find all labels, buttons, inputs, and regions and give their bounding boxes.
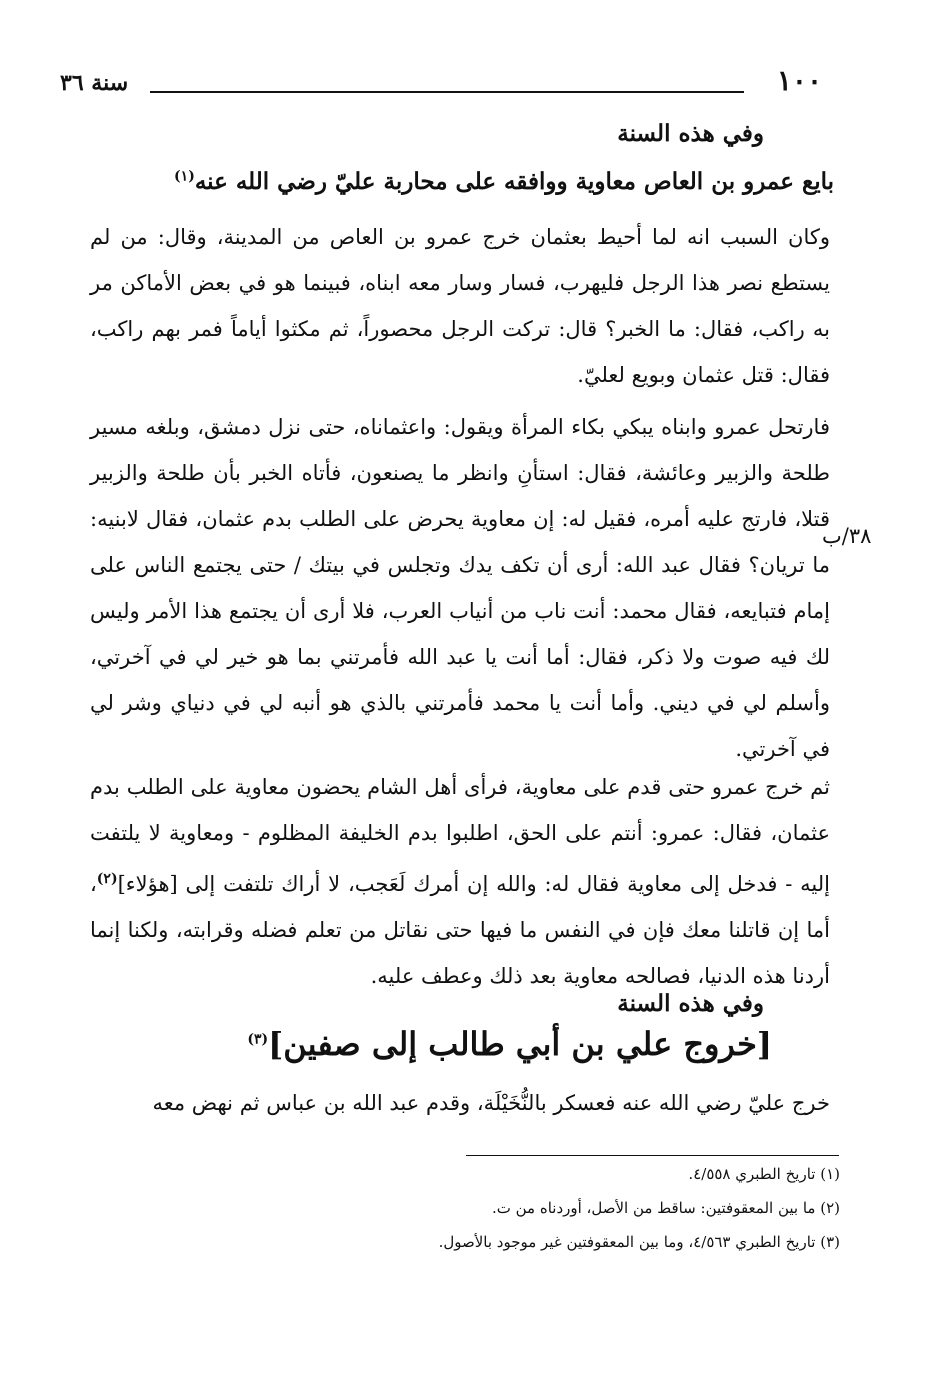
footnote: (٢) ما بين المعقوفتين: ساقط من الأصل، أوردناه من ت. (491, 1199, 840, 1217)
section-title: [خروج علي بن أبي طالب إلى صفين]$^{(٣)}$ (247, 1025, 772, 1063)
footnote-ref: (٣) (247, 1031, 269, 1048)
section-title: بايع عمرو بن العاص معاوية ووافقه على محاربة عليّ رضي الله عنه$^{(١)}$ (174, 168, 834, 195)
manuscript-folio-note: ٣٨/ب (822, 524, 872, 548)
paragraph: فارتحل عمرو وابناه يبكي بكاء المرأة ويقول: واعثماناه، حتى نزل دمشق، وبلغه مسير طلحة والزبير وعائشة، فقال: استأنِ وانظر ما يصنعون، فأتاه الخبر بأن طلحة والزبير قتلا، فارتج عليه أمره، فقيل له: إن معاوية يحرض على الطلب بدم عثمان، فقال لابنيه: ما تريان؟ فقال عبد الله: أرى أن تكف يدك وتجلس في بيتك / حتى يجتمع الناس على إمام فتبايعه، فقال محمد: أنت ناب من أنياب العرب، فلا أرى أن يجتمع هذا الأمر وليس لك فيه صوت ولا ذكر، فقال: أما أنت يا عبد الله فأمرتني بما هو خير لي في آخرتي، وأسلم لي في ديني. وأما أنت يا محمد فأمرتني بالذي هو أنبه لي في دنياي وشر لي في آخرتي. (90, 415, 830, 761)
section-heading: وفي هذه السنة (617, 120, 764, 147)
footnote-ref: (١) (174, 168, 195, 185)
year-label: سنة ٣٦ (60, 70, 129, 96)
section-heading: وفي هذه السنة (617, 990, 764, 1017)
paragraph: خرج عليّ رضي الله عنه فعسكر بالنُّخَيْلَة، وقدم عبد الله بن عباس ثم نهض معه (152, 1091, 830, 1115)
header-rule (150, 91, 744, 93)
footnote: (٣) تاريخ الطبري ٤/٥٦٣، وما بين المعقوفتين غير موجود بالأصول. (438, 1233, 840, 1251)
paragraph: ثم خرج عمرو حتى قدم على معاوية، فرأى أهل الشام يحضون معاوية على الطلب بدم عثمان، فقال: عمرو: أنتم على الحق، اطلبوا بدم الخليفة المظلوم - ومعاوية لا يلتفت إليه - فدخل إلى معاوية فقال له: والله إن أمرك لَعَجب، لا أراك تلتفت إلى [هؤلاء]$^{(٢)}$، أما إن قاتلنا معك فإن في النفس ما فيها حتى نقاتل من تعلم فضله وقرابته، ولكنا إنما أردنا هذه الدنيا، فصالحه معاوية بعد ذلك وعطف عليه. (90, 775, 830, 988)
footnote-ref: (٢) (96, 871, 118, 887)
footnote: (١) تاريخ الطبري ٤/٥٥٨. (688, 1165, 840, 1183)
footnote-rule (466, 1155, 839, 1156)
page-number: ١٠٠ (776, 64, 822, 97)
paragraph: وكان السبب انه لما أحيط بعثمان خرج عمرو بن العاص من المدينة، وقال: من لم يستطع نصر هذا الرجل فليهرب، فسار وسار معه ابناه، فبينما هو في بعض الأماكن مر به راكب، فقال: ما الخبر؟ قال: تركت الرجل محصوراً، ثم مكثوا أياماً فمر بهم راكب، فقال: قتل عثمان وبويع لعليّ. (90, 225, 830, 387)
